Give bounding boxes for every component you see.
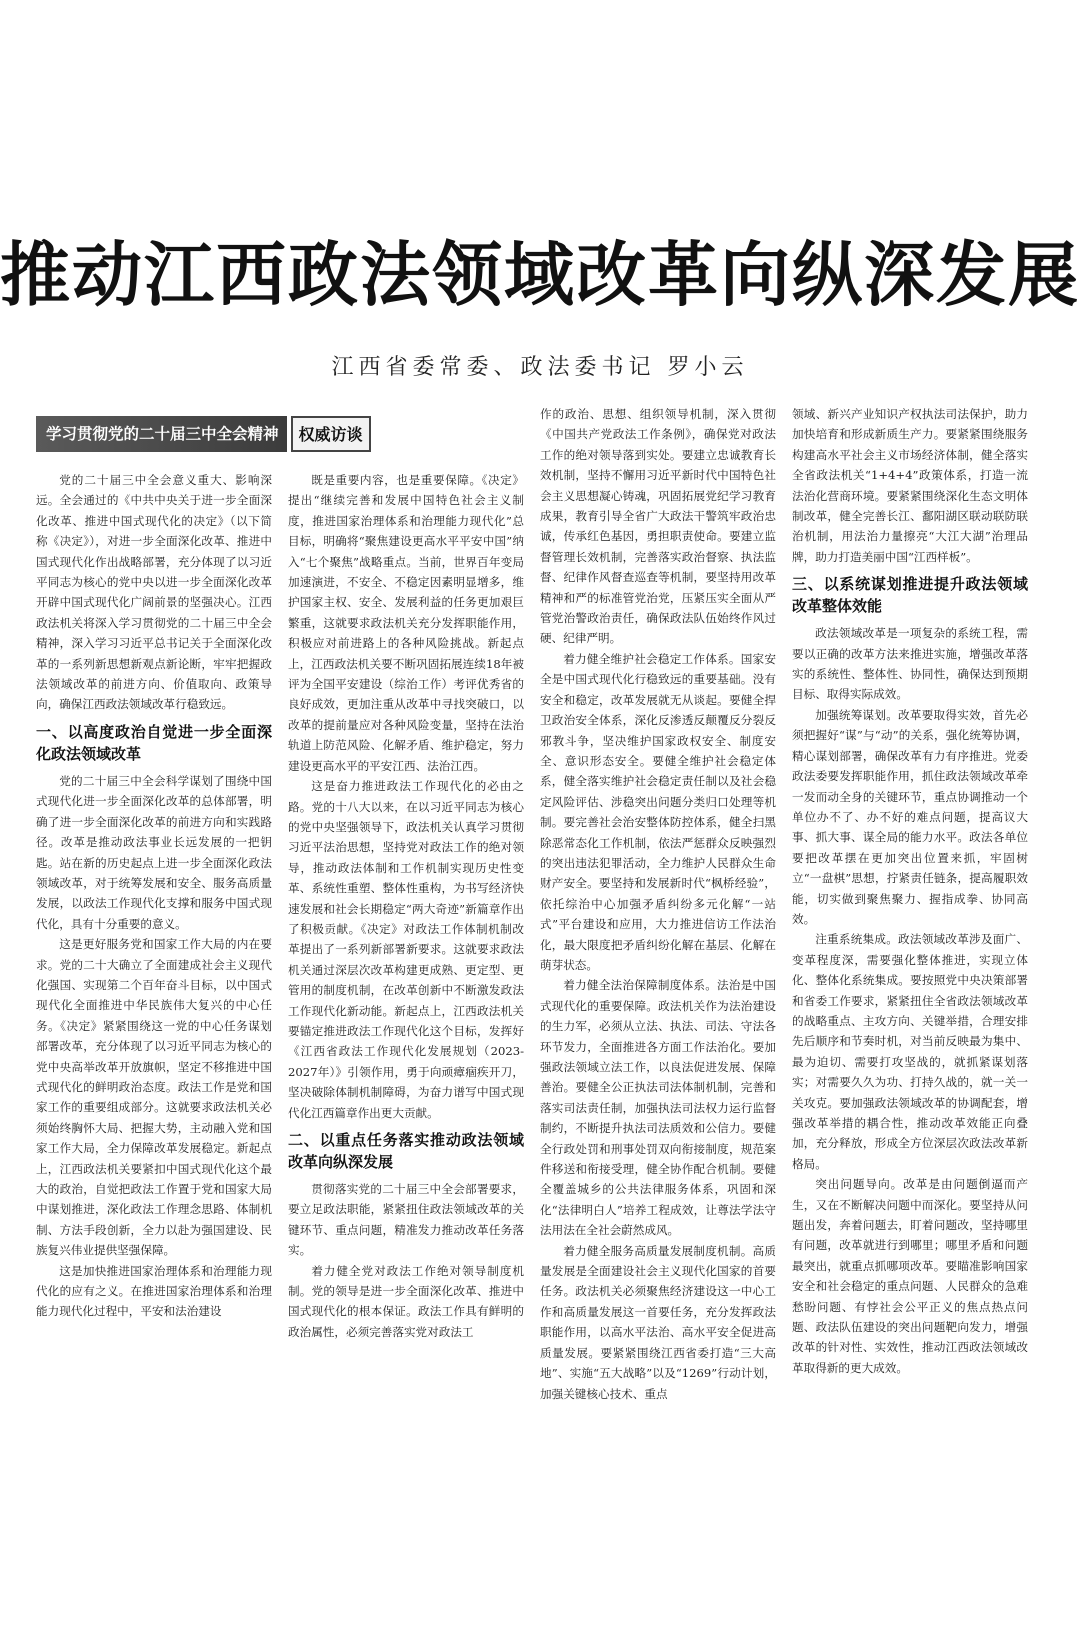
paragraph: 这是更好服务党和国家工作大局的内在要求。党的二十大确立了全面建成社会主义现代化强国、实现第二个百年奋斗目标，以中国式现代化全面推进中华民族伟大复兴的中心任务。《决定》紧紧围绕这一党的中心任务谋划部署改革，充分体现了以习近平同志为核心的党中央高举改革开放旗帜，坚定不移推进中国式现代化的鲜明政治态度。政法工作是党和国家工作的重要组成部分。这就要求政法机关必须始终胸怀大局、把握大势，主动融入党和国家工作大局，全力保障改革发展稳定。新起点上，江西政法机关要紧扣中国式现代化这个最大的政治，自觉把政法工作置于党和国家大局中谋划推进，深化政法工作理念思路、体制机制、方法手段创新，全力以赴为强国建设、民族复兴伟业提供坚强保障。 — [36, 937, 272, 1258]
column-3 — [540, 404, 776, 1630]
section-banner — [36, 412, 400, 456]
column-1 — [36, 470, 272, 1630]
banner-tag: 权威访谈 — [291, 416, 371, 452]
paragraph: 着力健全党对政法工作绝对领导制度机制。党的领导是进一步全面深化改革、推进中国式现代化的根本保证。政法工作具有鲜明的政治属性，必须完善落实党对政法工 — [288, 1263, 524, 1339]
section-heading-2: 二、以重点任务落实推动政法领域改革向纵深发展 — [288, 1131, 524, 1171]
paragraph: 作的政治、思想、组织领导机制，深入贯彻《中国共产党政法工作条例》，确保党对政法工作的绝对领导落到实处。要建立忠诚教育长效机制，坚持不懈用习近平新时代中国特色社会主义思想凝心铸魂，巩固拓展党纪学习教育成果，教育引导全省广大政法干警筑牢政治忠诚，传承红色基因，勇担职责使命。要建立监督管理长效机制，完善落实政治督察、执法监督、纪律作风督查巡查等机制，要坚持用改革精神和严的标准管党治党，压紧压实全面从严管党治警政治责任，确保政法队伍始终作风过硬、纪律严明。 — [540, 407, 776, 646]
paragraph: 着力健全法治保障制度体系。法治是中国式现代化的重要保障。政法机关作为法治建设的生力军，必须从立法、执法、司法、守法各环节发力，全面推进各方面工作法治化。要加强政法领域立法工作，以良法促进发展、保障善治。要健全公正执法司法体制机制，完善和落实司法责任制，加强执法司法权力运行监督制约，不断提升执法司法质效和公信力。要健全行政处罚和刑事处罚双向衔接制度，规范案件移送和衔接受理，健全协作配合机制。要健全覆盖城乡的公共法律服务体系，巩固和深化“法律明白人”培养工程成效，让尊法学法守法用法在全社会蔚然成风。 — [540, 978, 776, 1238]
paragraph: 突出问题导向。改革是由问题倒逼而产生，又在不断解决问题中而深化。要坚持从问题出发，奔着问题去，盯着问题改，坚持哪里有问题，改革就进行到哪里；哪里矛盾和问题最突出，就重点抓哪项改革。要瞄准影响国家安全和社会稳定的重点问题、人民群众的急难愁盼问题、有悖社会公平正义的焦点热点问题、政法队伍建设的突出问题靶向发力，增强改革的针对性、实效性，推动江西政法领域改革取得新的更大成效。 — [792, 1177, 1028, 1375]
paragraph: 着力健全服务高质量发展制度机制。高质量发展是全面建设社会主义现代化国家的首要任务。政法机关必须聚焦经济建设这一中心工作和高质量发展这一首要任务，充分发挥政法职能作用，以高水平法治、高水平安全促进高质量发展。要紧紧围绕江西省委打造“三大高地”、实施“五大战略”以及“1269”行动计划，加强关键核心技术、重点 — [540, 1243, 776, 1401]
section-heading-1: 一、以高度政治自觉进一步全面深化政法领域改革 — [36, 722, 272, 763]
paragraph: 这是加快推进国家治理体系和治理能力现代化的应有之义。在推进国家治理体系和治理能力现代化过程中，平安和法治建设 — [36, 1263, 272, 1319]
paragraph: 这是奋力推进政法工作现代化的必由之路。党的十八大以来，在以习近平同志为核心的党中央坚强领导下，政法机关认真学习贯彻习近平法治思想，坚持党对政法工作的绝对领导，推动政法体制和工作机制实现历史性变革、系统性重塑、整体性重构，为书写经济快速发展和社会长期稳定“两大奇迹”新篇章作出了积极贡献。《决定》对政法工作体制机制改革提出了一系列新部署新要求。这就要求政法机关通过深层次改革构建更成熟、更定型、更管用的制度机制，在改革创新中不断激发政法工作现代化新动能。新起点上，江西政法机关要锚定推进政法工作现代化这个目标，发挥好《江西省政法工作现代化发展规划（2023-2027年）》引领作用，勇于向顽瘴痼疾开刀，坚决破除体制机制障碍，为奋力谱写中国式现代化江西篇章作出更大贡献。 — [288, 779, 524, 1120]
headline: 推动江西政法领域改革向纵深发展 — [0, 234, 1080, 316]
column-4 — [792, 404, 1028, 1630]
paragraph: 着力健全维护社会稳定工作体系。国家安全是中国式现代化行稳致远的重要基础。没有安全和稳定，改革发展就无从谈起。要健全捍卫政治安全体系，深化反渗透反颠覆反分裂反邪教斗争，坚决维护国家政权安全、制度安全、意识形态安全。要健全维护社会稳定体系，健全落实维护社会稳定责任制以及社会稳定风险评估、涉稳突出问题分类归口处理等机制。要完善社会治安整体防控体系，健全扫黑除恶常态化工作机制，依法严惩群众反映强烈的突出违法犯罪活动，全力维护人民群众生命财产安全。要坚持和发展新时代“枫桥经验”，依托综治中心加强矛盾纠纷多元化解“一站式”平台建设和应用，大力推进信访工作法治化，最大限度把矛盾纠纷化解在基层、化解在萌芽状态。 — [540, 651, 776, 972]
paragraph: 注重系统集成。政法领域改革涉及面广、变革程度深，需要强化整体推进，实现立体化、整体化系统集成。要按照党中央决策部署和省委工作要求，紧紧扭住全省政法领域改革的战略重点、主攻方向、关键举措，合理安排先后顺序和节奏时机，对当前反映最为集中、最为迫切、需要打攻坚战的，就抓紧谋划落实；对需要久久为功、打持久战的，就一关一关攻克。要加强政法领域改革的协调配套，增强改革举措的耦合性，推动改革效能正向叠加，充分释放，形成全方位深层次政法改革新格局。 — [792, 932, 1028, 1171]
paragraph: 领域、新兴产业知识产权执法司法保护，助力加快培育和形成新质生产力。要紧紧围绕服务构建高水平社会主义市场经济体制，健全落实全省政法机关“1+4+4”政策体系，打造一流法治化营商环境。要紧紧围绕深化生态文明体制改革，健全完善长江、鄱阳湖区联动联防联治机制，用法治力量擦亮“大江大湖”治理品牌，助力打造美丽中国“江西样板”。 — [792, 407, 1028, 564]
byline: 江西省委常委、政法委书记 罗小云 — [331, 355, 749, 380]
paragraph: 贯彻落实党的二十届三中全会部署要求，要立足政法职能，紧紧扭住政法领域改革的关键环节、重点问题，精准发力推动改革任务落实。 — [288, 1182, 524, 1258]
column-2 — [288, 470, 524, 1630]
banner-title: 学习贯彻党的二十届三中全会精神 — [36, 416, 287, 452]
paragraph: 政法领域改革是一项复杂的系统工程，需要以正确的改革方法来推进实施，增强改革落实的系统性、整体性、协同性，确保达到预期目标、取得实际成效。 — [792, 626, 1028, 702]
paragraph: 加强统筹谋划。改革要取得实效，首先必须把握好“谋”与“动”的关系，强化统筹协调，精心谋划部署，确保改革有力有序推进。党委政法委要发挥职能作用，抓住政法领域改革牵一发而动全身的关键环节，重点协调推动一个单位办不了、办不好的难点问题，提高议大事、抓大事、谋全局的能力水平。政法各单位要把改革摆在更加突出位置来抓，牢固树立“一盘棋”思想，拧紧责任链条，提高履职效能，切实做到聚焦聚力、握指成拳、协同高效。 — [792, 707, 1028, 926]
paragraph: 既是重要内容，也是重要保障。《决定》提出“继续完善和发展中国特色社会主义制度，推进国家治理体系和治理能力现代化”总目标，明确将“聚焦建设更高水平平安中国”纳入“七个聚焦”战略重点。当前，世界百年变局加速演进，不安全、不稳定因素明显增多，维护国家主权、安全、发展利益的任务更加艰巨繁重，这就要求政法机关充分发挥职能作用，积极应对前进路上的各种风险挑战。新起点上，江西政法机关要不断巩固拓展连续18年被评为全国平安建设（综治工作）考评优秀省的良好成效，更加注重从改革中寻找突破口，以改革的提前量应对各种风险变量，坚持在法治轨道上防范风险、化解矛盾、维护稳定，努力建设更高水平的平安江西、法治江西。 — [288, 473, 524, 773]
paragraph: 党的二十届三中全会科学谋划了围绕中国式现代化进一步全面深化改革的总体部署，明确了进一步全面深化改革的前进方向和实践路径。改革是推动政法事业长远发展的一把钥匙。站在新的历史起点上进一步全面深化政法领域改革，对于统筹发展和安全、服务高质量发展，以政法工作现代化支撑和服务中国式现代化，具有十分重要的意义。 — [36, 773, 272, 931]
section-heading-3: 三、以系统谋划推进提升政法领域改革整体效能 — [792, 575, 1028, 616]
paragraph: 党的二十届三中全会意义重大、影响深远。全会通过的《中共中央关于进一步全面深化改革、推进中国式现代化的决定》（以下简称《决定》），对进一步全面深化改革、推进中国式现代化作出战略部署，充分体现了以习近平同志为核心的党中央以进一步全面深化改革开辟中国式现代化广阔前景的坚强决心。江西政法机关将深入学习贯彻党的二十届三中全会精神，深入学习习近平总书记关于全面深化改革的一系列新思想新观点新论断，牢牢把握政法领域改革的前进方向、价值取向、政策导向，确保江西政法领域改革行稳致远。 — [36, 473, 272, 712]
